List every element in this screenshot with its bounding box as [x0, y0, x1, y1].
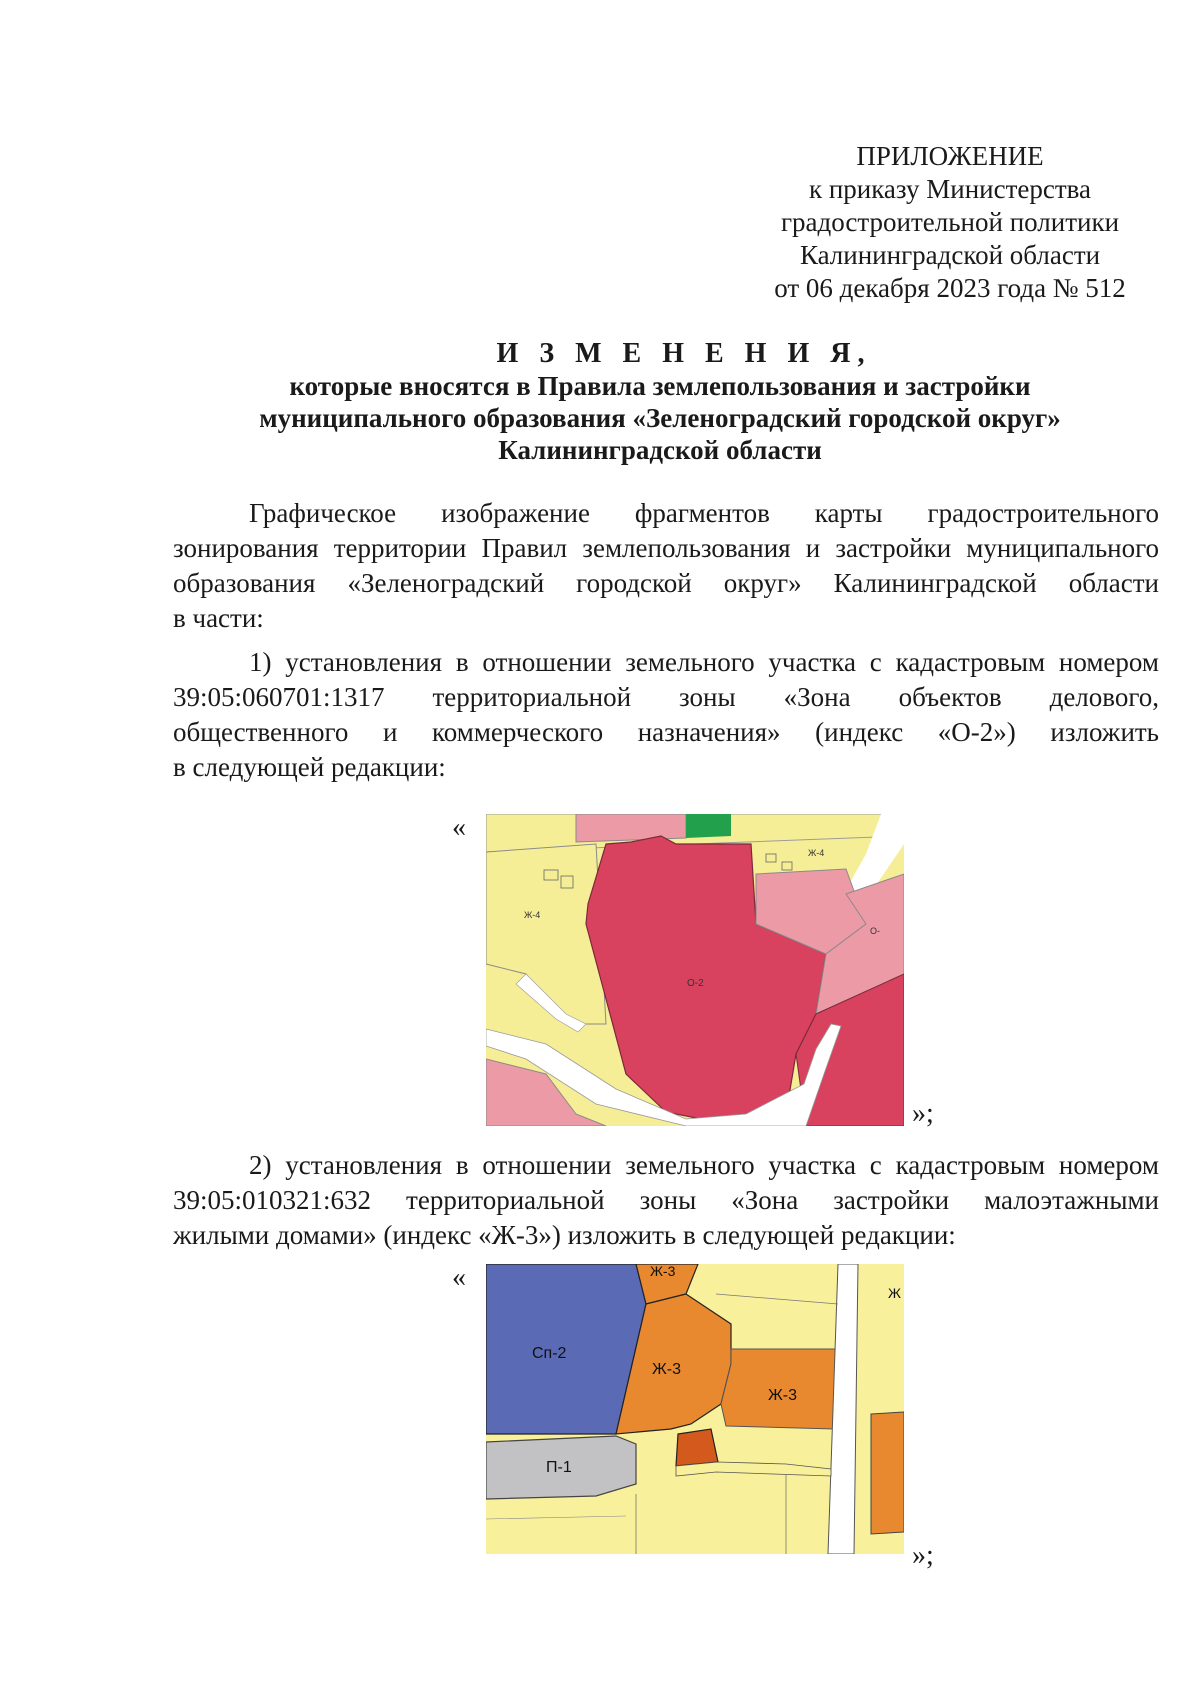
text-line: 2) установления в отношении земельного участка с кадастровым номером: [249, 1150, 1159, 1180]
document-title: [160, 338, 1160, 466]
zoning-map-fragment-1: [486, 814, 904, 1126]
item-1-paragraph: [173, 645, 1159, 785]
text-line: общественного и коммерческого назначения» (индекс «О-2») изложить: [173, 717, 1159, 747]
text-line: в следующей редакции:: [173, 752, 446, 782]
label-zh3-top: Ж-3: [650, 1264, 676, 1279]
appendix-block: [740, 140, 1160, 305]
zoning-map-fragment-2: [486, 1264, 904, 1554]
text-line: зонирования территории Правил землепользования и застройки муниципального: [173, 533, 1159, 563]
open-quote: «: [452, 812, 466, 843]
title-line: Калининградской области: [498, 435, 822, 465]
map-1-svg: [486, 814, 904, 1126]
text-line: Графическое изображение фрагментов карты градостроительного: [249, 498, 1159, 528]
label-zh4-top: Ж-4: [808, 848, 825, 858]
text-line: 39:05:010321:632 территориальной зоны «Зона застройки малоэтажными: [173, 1185, 1159, 1215]
appendix-date: от 06 декабря 2023 года № 512: [774, 273, 1126, 303]
title-line: муниципального образования «Зеленоградский городской округ»: [259, 403, 1061, 433]
zone-orange-edge: [871, 1412, 904, 1534]
text-line: жилыми домами» (индекс «Ж-3») изложить в следующей редакции:: [173, 1220, 956, 1250]
text-line: 1) установления в отношении земельного участка с кадастровым номером: [249, 647, 1159, 677]
appendix-title: ПРИЛОЖЕНИЕ: [856, 141, 1044, 171]
text-line: образования «Зеленоградский городской округ» Калининградской области: [173, 568, 1159, 598]
label-zh3-mid: Ж-3: [652, 1361, 681, 1378]
label-zh4-left: Ж-4: [524, 910, 541, 920]
zone-dark-orange: [676, 1429, 718, 1466]
label-edge: Ж: [888, 1285, 901, 1301]
title-heading: И З М Е Н Е Н И Я,: [496, 338, 872, 369]
map-2-svg: [486, 1264, 904, 1554]
label-p1: П-1: [546, 1459, 572, 1476]
zone-green: [686, 814, 731, 838]
title-line: которые вносятся в Правила землепользования и застройки: [289, 371, 1031, 401]
appendix-line: Калининградской области: [799, 240, 1101, 270]
close-quote: »;: [912, 1540, 934, 1571]
intro-paragraph: [173, 496, 1159, 636]
label-o2: О-2: [687, 978, 704, 989]
label-sp2: Сп-2: [532, 1345, 567, 1362]
zone-pink-top: [576, 814, 686, 842]
label-o-right: О-: [870, 926, 880, 936]
text-line: в части:: [173, 603, 264, 633]
item-2-paragraph: [173, 1148, 1159, 1253]
label-zh3-right: Ж-3: [768, 1387, 797, 1404]
open-quote: «: [452, 1262, 466, 1293]
appendix-line: градостроительной политики: [780, 207, 1120, 237]
appendix-line: к приказу Министерства: [808, 174, 1092, 204]
close-quote: »;: [912, 1098, 934, 1129]
text-line: 39:05:060701:1317 территориальной зоны «Зона объектов делового,: [173, 682, 1159, 712]
